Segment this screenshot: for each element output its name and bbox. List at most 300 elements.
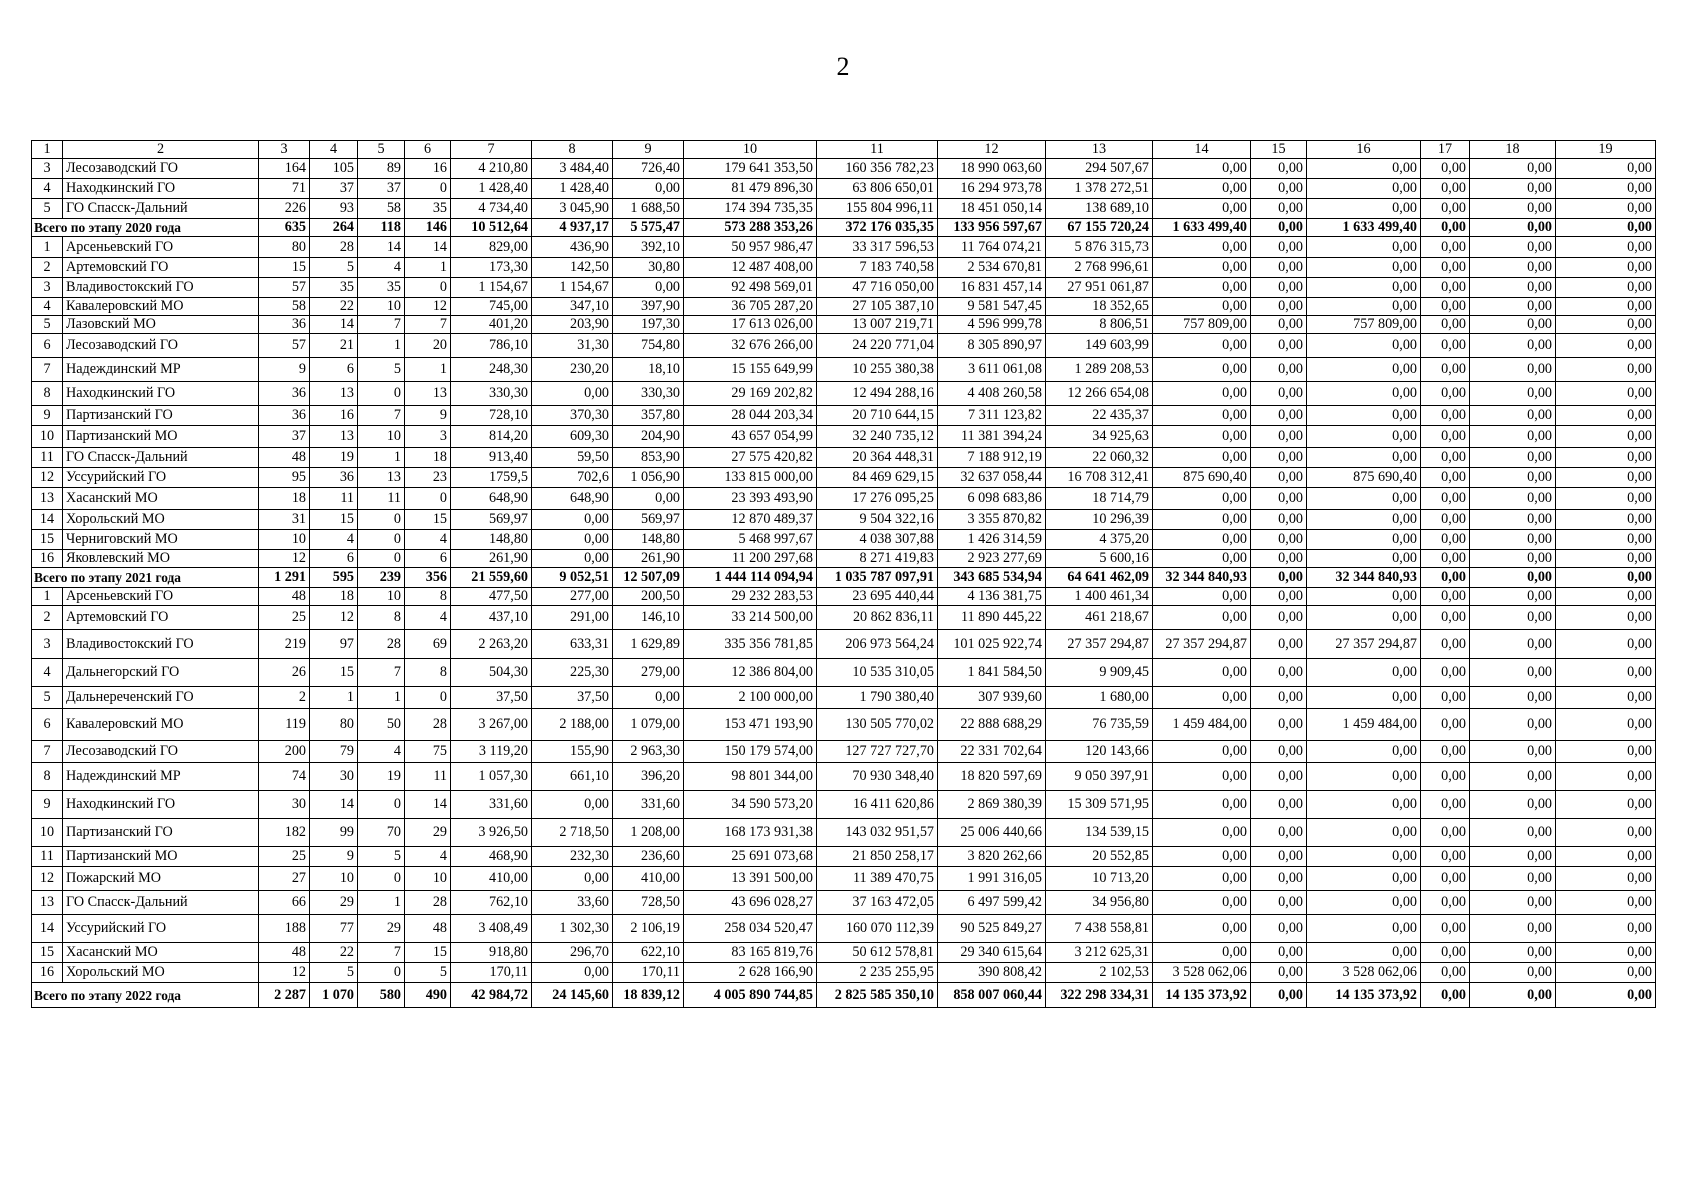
value-cell: 15	[259, 258, 310, 278]
value-cell: 0,00	[1307, 867, 1421, 891]
value-cell: 5	[310, 258, 358, 278]
row-number-cell: 7	[32, 358, 63, 382]
value-cell: 2 869 380,39	[938, 791, 1046, 819]
value-cell: 0,00	[1470, 258, 1556, 278]
value-cell: 0,00	[1307, 358, 1421, 382]
row-number-cell: 14	[32, 915, 63, 943]
value-cell: 0,00	[1556, 687, 1656, 709]
table-row	[32, 298, 1656, 316]
value-cell: 200	[259, 741, 310, 763]
value-cell: 0	[358, 963, 405, 983]
value-cell: 21 850 258,17	[817, 847, 938, 867]
value-cell: 200,50	[613, 588, 684, 606]
value-cell: 2 106,19	[613, 915, 684, 943]
value-cell: 174 394 735,35	[684, 199, 817, 219]
value-cell: 5	[358, 358, 405, 382]
value-cell: 16	[310, 406, 358, 426]
row-number-cell: 15	[32, 530, 63, 550]
value-cell: 0,00	[1251, 258, 1307, 278]
total-cell: 24 145,60	[532, 983, 613, 1008]
value-cell: 27 357 294,87	[1153, 630, 1251, 659]
value-cell: 97	[310, 630, 358, 659]
municipality-name-cell: Хорольский МО	[63, 963, 259, 983]
value-cell: 36	[259, 316, 310, 334]
total-cell: 0,00	[1421, 219, 1470, 237]
value-cell: 0,00	[1421, 258, 1470, 278]
column-number-cell: 11	[817, 141, 938, 159]
value-cell: 875 690,40	[1307, 468, 1421, 488]
value-cell: 1 629,89	[613, 630, 684, 659]
value-cell: 1759,5	[451, 468, 532, 488]
value-cell: 4	[358, 741, 405, 763]
value-cell: 173,30	[451, 258, 532, 278]
value-cell: 0,00	[1421, 606, 1470, 630]
value-cell: 0,00	[1470, 741, 1556, 763]
row-number-cell: 3	[32, 278, 63, 298]
value-cell: 18	[310, 588, 358, 606]
value-cell: 35	[310, 278, 358, 298]
value-cell: 18 714,79	[1046, 488, 1153, 510]
value-cell: 17 613 026,00	[684, 316, 817, 334]
value-cell: 1	[405, 258, 451, 278]
total-cell: 1 444 114 094,94	[684, 568, 817, 588]
value-cell: 0,00	[1421, 298, 1470, 316]
value-cell: 18 352,65	[1046, 298, 1153, 316]
value-cell: 197,30	[613, 316, 684, 334]
value-cell: 75	[405, 741, 451, 763]
value-cell: 130 505 770,02	[817, 709, 938, 741]
total-cell: 32 344 840,93	[1153, 568, 1251, 588]
stage-total-label: Всего по этапу 2022 года	[32, 983, 259, 1008]
total-cell: 343 685 534,94	[938, 568, 1046, 588]
value-cell: 728,10	[451, 406, 532, 426]
value-cell: 0,00	[1251, 819, 1307, 847]
value-cell: 0,00	[1251, 278, 1307, 298]
total-cell: 32 344 840,93	[1307, 568, 1421, 588]
value-cell: 0,00	[1153, 943, 1251, 963]
value-cell: 1 426 314,59	[938, 530, 1046, 550]
value-cell: 2 923 277,69	[938, 550, 1046, 568]
value-cell: 3 045,90	[532, 199, 613, 219]
table-row	[32, 588, 1656, 606]
municipality-name-cell: ГО Спасск-Дальний	[63, 891, 259, 915]
municipality-name-cell: Дальнереченский ГО	[63, 687, 259, 709]
value-cell: 18 990 063,60	[938, 159, 1046, 179]
value-cell: 0,00	[1251, 891, 1307, 915]
value-cell: 133 815 000,00	[684, 468, 817, 488]
value-cell: 1 057,30	[451, 763, 532, 791]
table-row	[32, 237, 1656, 258]
table-row	[32, 358, 1656, 382]
value-cell: 9	[259, 358, 310, 382]
column-number-row	[32, 141, 1656, 159]
value-cell: 8 271 419,83	[817, 550, 938, 568]
value-cell: 0,00	[532, 550, 613, 568]
table-row	[32, 426, 1656, 448]
value-cell: 0,00	[1153, 867, 1251, 891]
value-cell: 32 240 735,12	[817, 426, 938, 448]
value-cell: 0,00	[1153, 298, 1251, 316]
value-cell: 0,00	[1421, 763, 1470, 791]
row-number-cell: 11	[32, 448, 63, 468]
municipality-name-cell: Владивостокский ГО	[63, 630, 259, 659]
value-cell: 4 038 307,88	[817, 530, 938, 550]
value-cell: 6 098 683,86	[938, 488, 1046, 510]
value-cell: 410,00	[613, 867, 684, 891]
value-cell: 30	[259, 791, 310, 819]
municipality-name-cell: Кавалеровский МО	[63, 709, 259, 741]
value-cell: 0,00	[1421, 448, 1470, 468]
value-cell: 0	[358, 550, 405, 568]
value-cell: 0,00	[1251, 630, 1307, 659]
value-cell: 3 408,49	[451, 915, 532, 943]
row-number-cell: 13	[32, 891, 63, 915]
row-number-cell: 5	[32, 687, 63, 709]
table-row	[32, 659, 1656, 687]
value-cell: 0,00	[1153, 588, 1251, 606]
value-cell: 6	[405, 550, 451, 568]
row-number-cell: 2	[32, 258, 63, 278]
value-cell: 0,00	[1307, 550, 1421, 568]
value-cell: 853,90	[613, 448, 684, 468]
value-cell: 15	[310, 510, 358, 530]
value-cell: 0,00	[1251, 867, 1307, 891]
value-cell: 33,60	[532, 891, 613, 915]
value-cell: 37,50	[532, 687, 613, 709]
value-cell: 0,00	[1153, 550, 1251, 568]
value-cell: 0,00	[1421, 426, 1470, 448]
value-cell: 20 862 836,11	[817, 606, 938, 630]
value-cell: 83 165 819,76	[684, 943, 817, 963]
value-cell: 0,00	[1153, 763, 1251, 791]
value-cell: 93	[310, 199, 358, 219]
value-cell: 0,00	[1556, 382, 1656, 406]
table-row	[32, 550, 1656, 568]
value-cell: 569,97	[451, 510, 532, 530]
value-cell: 0,00	[1153, 426, 1251, 448]
value-cell: 1	[310, 687, 358, 709]
value-cell: 3	[405, 426, 451, 448]
value-cell: 0,00	[1251, 426, 1307, 448]
value-cell: 232,30	[532, 847, 613, 867]
table-row	[32, 530, 1656, 550]
value-cell: 18 820 597,69	[938, 763, 1046, 791]
value-cell: 10	[259, 530, 310, 550]
table-row	[32, 258, 1656, 278]
municipality-name-cell: Находкинский ГО	[63, 179, 259, 199]
value-cell: 0,00	[1421, 199, 1470, 219]
value-cell: 0,00	[1153, 530, 1251, 550]
value-cell: 23	[405, 468, 451, 488]
value-cell: 279,00	[613, 659, 684, 687]
value-cell: 248,30	[451, 358, 532, 382]
value-cell: 335 356 781,85	[684, 630, 817, 659]
value-cell: 32 676 266,00	[684, 334, 817, 358]
value-cell: 0,00	[1421, 819, 1470, 847]
value-cell: 2 963,30	[613, 741, 684, 763]
value-cell: 18,10	[613, 358, 684, 382]
value-cell: 754,80	[613, 334, 684, 358]
value-cell: 0,00	[1153, 258, 1251, 278]
value-cell: 23 393 493,90	[684, 488, 817, 510]
value-cell: 16 294 973,78	[938, 179, 1046, 199]
value-cell: 0,00	[1470, 791, 1556, 819]
column-number-cell: 2	[63, 141, 259, 159]
value-cell: 0,00	[1470, 426, 1556, 448]
value-cell: 34 590 573,20	[684, 791, 817, 819]
value-cell: 0,00	[1153, 237, 1251, 258]
value-cell: 3 528 062,06	[1153, 963, 1251, 983]
value-cell: 468,90	[451, 847, 532, 867]
row-number-cell: 3	[32, 630, 63, 659]
value-cell: 0	[358, 530, 405, 550]
value-cell: 0,00	[1470, 630, 1556, 659]
value-cell: 0,00	[1153, 606, 1251, 630]
value-cell: 0,00	[1153, 891, 1251, 915]
value-cell: 0,00	[1251, 709, 1307, 741]
total-cell: 0,00	[1251, 568, 1307, 588]
value-cell: 179 641 353,50	[684, 159, 817, 179]
value-cell: 609,30	[532, 426, 613, 448]
value-cell: 0,00	[532, 963, 613, 983]
value-cell: 30	[310, 763, 358, 791]
value-cell: 0,00	[1153, 159, 1251, 179]
value-cell: 99	[310, 819, 358, 847]
value-cell: 13 391 500,00	[684, 867, 817, 891]
table-row	[32, 963, 1656, 983]
value-cell: 0,00	[1556, 258, 1656, 278]
value-cell: 148,80	[613, 530, 684, 550]
value-cell: 0,00	[1307, 510, 1421, 530]
table-row	[32, 943, 1656, 963]
row-number-cell: 1	[32, 237, 63, 258]
value-cell: 397,90	[613, 298, 684, 316]
value-cell: 0,00	[1251, 316, 1307, 334]
value-cell: 0,00	[1153, 448, 1251, 468]
value-cell: 11	[310, 488, 358, 510]
value-cell: 0,00	[1470, 687, 1556, 709]
value-cell: 0,00	[1556, 891, 1656, 915]
value-cell: 28 044 203,34	[684, 406, 817, 426]
total-cell: 1 035 787 097,91	[817, 568, 938, 588]
value-cell: 0,00	[1470, 867, 1556, 891]
value-cell: 70 930 348,40	[817, 763, 938, 791]
total-cell: 18 839,12	[613, 983, 684, 1008]
total-cell: 10 512,64	[451, 219, 532, 237]
column-number-cell: 7	[451, 141, 532, 159]
column-number-cell: 18	[1470, 141, 1556, 159]
value-cell: 31,30	[532, 334, 613, 358]
value-cell: 12 266 654,08	[1046, 382, 1153, 406]
column-number-cell: 13	[1046, 141, 1153, 159]
value-cell: 160 070 112,39	[817, 915, 938, 943]
value-cell: 0,00	[1556, 159, 1656, 179]
municipality-name-cell: Уссурийский ГО	[63, 915, 259, 943]
value-cell: 25	[259, 847, 310, 867]
municipality-name-cell: Артемовский ГО	[63, 258, 259, 278]
value-cell: 702,6	[532, 468, 613, 488]
value-cell: 37,50	[451, 687, 532, 709]
column-number-cell: 15	[1251, 141, 1307, 159]
value-cell: 1	[405, 358, 451, 382]
value-cell: 0,00	[1421, 237, 1470, 258]
value-cell: 0,00	[1556, 426, 1656, 448]
table-row	[32, 687, 1656, 709]
value-cell: 11 200 297,68	[684, 550, 817, 568]
value-cell: 1	[358, 448, 405, 468]
value-cell: 390 808,42	[938, 963, 1046, 983]
table-row	[32, 468, 1656, 488]
value-cell: 0,00	[1421, 588, 1470, 606]
value-cell: 18	[405, 448, 451, 468]
value-cell: 1	[358, 687, 405, 709]
value-cell: 648,90	[532, 488, 613, 510]
value-cell: 12	[259, 963, 310, 983]
total-cell: 12 507,09	[613, 568, 684, 588]
value-cell: 0,00	[1556, 448, 1656, 468]
row-number-cell: 12	[32, 468, 63, 488]
value-cell: 204,90	[613, 426, 684, 448]
value-cell: 1	[358, 891, 405, 915]
column-number-cell: 12	[938, 141, 1046, 159]
table-row	[32, 448, 1656, 468]
value-cell: 0,00	[1556, 406, 1656, 426]
total-cell: 635	[259, 219, 310, 237]
value-cell: 7	[405, 316, 451, 334]
value-cell: 28	[405, 891, 451, 915]
municipality-name-cell: Артемовский ГО	[63, 606, 259, 630]
value-cell: 0,00	[532, 530, 613, 550]
value-cell: 0,00	[1251, 237, 1307, 258]
value-cell: 2	[259, 687, 310, 709]
value-cell: 918,80	[451, 943, 532, 963]
value-cell: 0,00	[1251, 915, 1307, 943]
municipality-name-cell: Хасанский МО	[63, 488, 259, 510]
value-cell: 155 804 996,11	[817, 199, 938, 219]
value-cell: 437,10	[451, 606, 532, 630]
value-cell: 0,00	[1251, 179, 1307, 199]
value-cell: 77	[310, 915, 358, 943]
value-cell: 0,00	[1470, 891, 1556, 915]
value-cell: 4 408 260,58	[938, 382, 1046, 406]
total-cell: 2 825 585 350,10	[817, 983, 938, 1008]
value-cell: 13 007 219,71	[817, 316, 938, 334]
value-cell: 0,00	[1307, 819, 1421, 847]
row-number-cell: 4	[32, 659, 63, 687]
value-cell: 70	[358, 819, 405, 847]
value-cell: 0,00	[1153, 659, 1251, 687]
value-cell: 71	[259, 179, 310, 199]
value-cell: 0,00	[1470, 448, 1556, 468]
value-cell: 25 691 073,68	[684, 847, 817, 867]
value-cell: 188	[259, 915, 310, 943]
value-cell: 0,00	[1153, 199, 1251, 219]
total-cell: 264	[310, 219, 358, 237]
value-cell: 0,00	[1251, 791, 1307, 819]
value-cell: 4	[358, 258, 405, 278]
value-cell: 16 831 457,14	[938, 278, 1046, 298]
value-cell: 0,00	[1556, 763, 1656, 791]
value-cell: 0,00	[1307, 179, 1421, 199]
value-cell: 21	[310, 334, 358, 358]
value-cell: 150 179 574,00	[684, 741, 817, 763]
value-cell: 0,00	[1421, 963, 1470, 983]
value-cell: 9	[310, 847, 358, 867]
value-cell: 1 154,67	[451, 278, 532, 298]
value-cell: 0,00	[613, 488, 684, 510]
value-cell: 4	[405, 530, 451, 550]
value-cell: 1 790 380,40	[817, 687, 938, 709]
value-cell: 0,00	[532, 867, 613, 891]
value-cell: 0,00	[1307, 426, 1421, 448]
value-cell: 357,80	[613, 406, 684, 426]
value-cell: 0,00	[1307, 334, 1421, 358]
table-row	[32, 316, 1656, 334]
value-cell: 0,00	[1421, 278, 1470, 298]
value-cell: 225,30	[532, 659, 613, 687]
value-cell: 24 220 771,04	[817, 334, 938, 358]
value-cell: 0,00	[1421, 630, 1470, 659]
value-cell: 7	[358, 316, 405, 334]
value-cell: 58	[259, 298, 310, 316]
value-cell: 1 056,90	[613, 468, 684, 488]
value-cell: 0,00	[1251, 334, 1307, 358]
value-cell: 0,00	[1470, 588, 1556, 606]
value-cell: 0,00	[1556, 943, 1656, 963]
value-cell: 5	[358, 847, 405, 867]
value-cell: 10	[358, 588, 405, 606]
value-cell: 203,90	[532, 316, 613, 334]
value-cell: 2 188,00	[532, 709, 613, 741]
total-cell: 14 135 373,92	[1307, 983, 1421, 1008]
value-cell: 0,00	[532, 791, 613, 819]
value-cell: 0,00	[1251, 763, 1307, 791]
value-cell: 81 479 896,30	[684, 179, 817, 199]
value-cell: 461 218,67	[1046, 606, 1153, 630]
column-number-cell: 16	[1307, 141, 1421, 159]
value-cell: 0,00	[1251, 606, 1307, 630]
total-cell: 4 937,17	[532, 219, 613, 237]
value-cell: 477,50	[451, 588, 532, 606]
value-cell: 4	[405, 847, 451, 867]
value-cell: 0,00	[1556, 963, 1656, 983]
total-cell: 573 288 353,26	[684, 219, 817, 237]
value-cell: 29 169 202,82	[684, 382, 817, 406]
municipality-name-cell: Уссурийский ГО	[63, 468, 259, 488]
value-cell: 0,00	[1470, 963, 1556, 983]
municipality-name-cell: Арсеньевский ГО	[63, 588, 259, 606]
row-number-cell: 16	[32, 550, 63, 568]
total-cell: 0,00	[1251, 219, 1307, 237]
value-cell: 0,00	[1556, 819, 1656, 847]
total-cell: 67 155 720,24	[1046, 219, 1153, 237]
value-cell: 0	[405, 179, 451, 199]
value-cell: 57	[259, 334, 310, 358]
value-cell: 0	[358, 510, 405, 530]
value-cell: 0,00	[1421, 915, 1470, 943]
value-cell: 13	[310, 426, 358, 448]
value-cell: 1	[358, 334, 405, 358]
total-cell: 64 641 462,09	[1046, 568, 1153, 588]
value-cell: 22 888 688,29	[938, 709, 1046, 741]
value-cell: 0,00	[1421, 530, 1470, 550]
value-cell: 0,00	[1556, 630, 1656, 659]
value-cell: 13	[310, 382, 358, 406]
value-cell: 0,00	[1470, 763, 1556, 791]
table-row	[32, 334, 1656, 358]
municipality-name-cell: Черниговский МО	[63, 530, 259, 550]
value-cell: 0,00	[1251, 550, 1307, 568]
